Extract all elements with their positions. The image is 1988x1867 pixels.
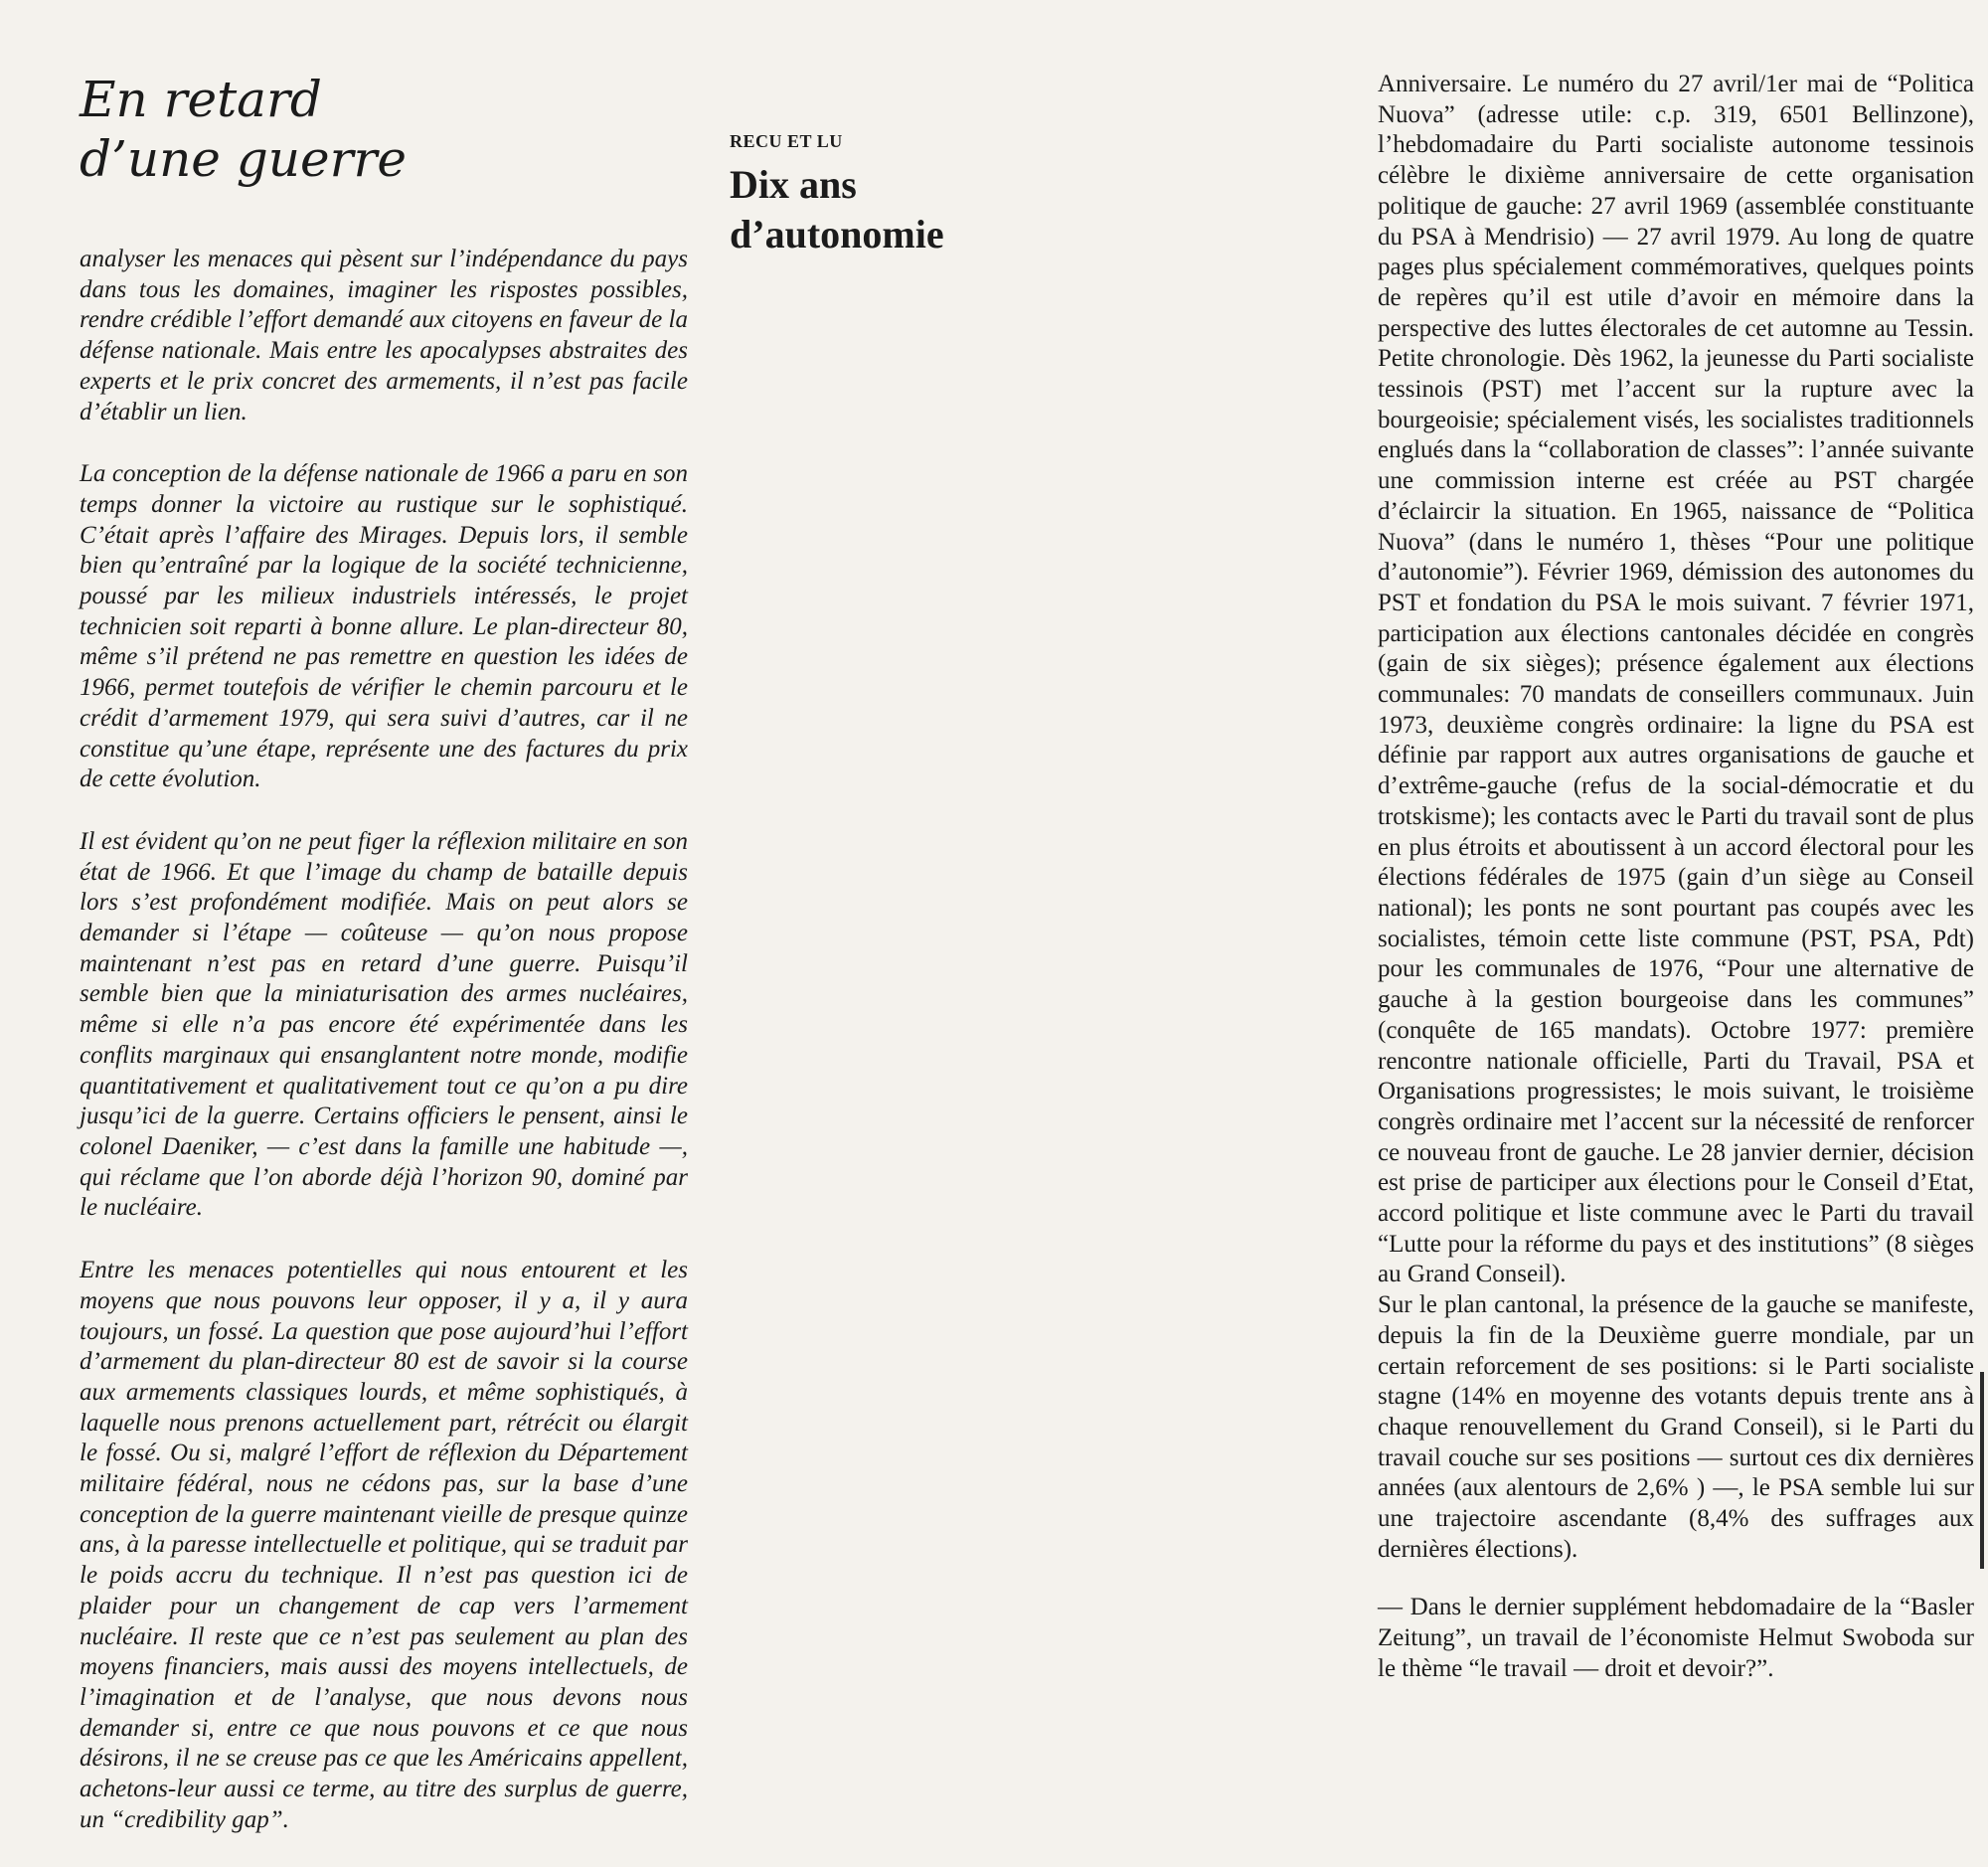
review-title-line-1: Dix ans	[730, 162, 857, 207]
article-title-line-1: En retard	[80, 71, 322, 128]
review-title	[730, 160, 1340, 259]
column-left	[80, 70, 688, 1867]
review-paragraph-3: — Dans le dernier supplément hebdomadaire de la “Basler Zeitung”, un travail de l’économiste Helmut Swoboda sur le thème “le travail — droit et devoir?”.	[1378, 1594, 1974, 1682]
article-paragraph-2: La conception de la défense nationale de 1966 a paru en son temps donner la victoire au rustique sur le sophistiqué. C’était après l’affaire des Mirages. Depuis lors, il semble bien qu’entraîné par la logique de la société technicienne, poussé par les milieux industriels intéressés, le projet technicien soit reparti à bonne allure. Le plan-directeur 80, même s’il prétend ne pas remettre en question les idées de 1966, permet toutefois de vérifier le chemin parcouru et le crédit d’armement 1979, qui sera suivi d’autres, car il ne constitue qu’une étape, représente une des factures du prix de cette évolution.	[80, 460, 688, 793]
article-paragraph-3: Il est évident qu’on ne peut figer la réflexion militaire en son état de 1966. Et que l’image du champ de bataille depuis lors s’est profondément modifiée. Mais on peut alors se demander si l’étape — coûteuse — qu’on nous propose maintenant n’est pas en retard d’une guerre. Puisqu’il semble bien que la miniaturisation des armes nucléaires, même si elle n’a pas encore été expérimentée dans les conflits marginaux qui ensanglantent notre monde, modifie quantitativement et qualitativement tout ce qu’on a pu dire jusqu’ici de la guerre. Certains officiers le pensent, ainsi le colonel Daeniker, — c’est dans la famille une habitude —, qui réclame que l’on aborde déjà l’horizon 90, dominé par le nucléaire.	[80, 827, 688, 1222]
review-paragraph-1: Anniversaire. Le numéro du 27 avril/1er mai de “Politica Nuova” (adresse utile: c.p. 319, 6501 Bellinzone), l’hebdomadaire du Parti socialiste autonome tessinois célèbre le dixième anniversaire de cette organisation politique de gauche: 27 avril 1969 (assemblée constituante du PSA à Mendrisio) — 27 avril 1979. Au long de quatre pages plus spécialement commémoratives, quelques points de repères qu’il est utile d’avoir en mémoire dans la perspective des luttes électorales de cet automne au Tessin. Petite chronologie. Dès 1962, la jeunesse du Parti socialiste tessinois (PST) met l’accent sur la rupture avec la bourgeoisie; spécialement visés, les socialistes traditionnels englués dans la “collaboration de classes”: l’année suivante une commission interne est créée au PST chargée d’éclaircir la situation. En 1965, naissance de “Politica Nuova” (dans le numéro 1, thèses “Pour une politique d’autonomie”). Février 1969, démission des autonomes du PST et fondation du PSA le mois suivant. 7 février 1971, participation aux élections cantonales décidée en congrès (gain de six sièges); présence également aux élections communales: 70 mandats de conseillers communaux. Juin 1973, deuxième congrès ordinaire: la ligne du PSA est définie par rapport aux autres organisations de gauche et d’extrême-gauche (refus de la social-démocratie et du trotskisme); les contacts avec le Parti du travail sont de plus en plus étroits et aboutissent à un accord électoral pour les élections fédérales de 1975 (gain d’un siège au Conseil national); les ponts ne sont pourtant pas coupés avec les socialistes, témoin cette liste commune (PST, PSA, Pdt) pour les communales de 1976, “Pour une alternative de gauche à la gestion bourgeoise dans les communes” (conquête de 165 mandats). Octobre 1977: première rencontre nationale officielle, Parti du Travail, PSA et Organisations progressistes; le mois suivant, le troisième congrès ordinaire met l’accent sur la nécessité de renforcer ce nouveau front de gauche. Le 28 janvier dernier, décision est prise de participer aux élections pour le Conseil d’Etat, accord politique et liste commune avec le Parti du travail “Lutte pour la réforme du pays et des institutions” (8 sièges au Grand Conseil).	[1378, 71, 1974, 1288]
review-paragraph-2: Sur le plan cantonal, la présence de la gauche se manifeste, depuis la fin de la Deuxième guerre mondiale, par un certain reforcement de ses positions: si le Parti socialiste stagne (14% en moyenne des votants depuis trente ans à chaque renouvellement du Grand Conseil), si le Parti du travail couche sur ses positions — surtout ces dix dernières années (aux alentours de 2,6% ) —, le PSA semble lui sur une trajectoire ascendante (8,4% des suffrages aux dernières élections).	[1378, 1291, 1974, 1563]
article-paragraph-1: analyser les menaces qui pèsent sur l’indépendance du pays dans tous les domaines, imaginer les rispostes possibles, rendre crédible l’effort demandé aux citoyens en faveur de la défense nationale. Mais entre les apocalypses abstraites des experts et le prix concret des armements, il n’est pas facile d’établir un lien.	[80, 246, 688, 425]
article-title-line-2: d’une guerre	[80, 130, 407, 188]
review-title-line-2: d’autonomie	[730, 212, 944, 256]
article-paragraph-4: Entre les menaces potentielles qui nous entourent et les moyens que nous pouvons leur opposer, il y a, il y aura toujours, un fossé. La question que pose aujourd’hui l’effort d’armement du plan-directeur 80 est de savoir si la course aux armements classiques lourds, et même sophistiqués, à laquelle nous prenons actuellement part, rétrécit ou élargit le fossé. Ou si, malgré l’effort de réflexion du Département militaire fédéral, nous ne cédons pas, sur la base d’une conception de la guerre maintenant vieille de presque quinze ans, à la paresse intellectuelle et politique, qui se traduit par le poids accru du technique. Il n’est pas question ici de plaider pour un changement de cap vers l’armement nucléaire. Il reste que ce n’est pas seulement au plan des moyens financiers, mais aussi des moyens intellectuels, de l’imagination et de l’analyse, que nous devons nous demander si, entre ce que nous pouvons et ce que nous désirons, il ne se creuse pas ce que les Américains appellent, achetons-leur aussi ce terme, au titre des surplus de guerre, un “credibility gap”.	[80, 1257, 688, 1833]
column-right	[1378, 70, 1974, 1685]
section-label: RECU ET LU	[730, 131, 843, 151]
page-edge-shadow	[1980, 1372, 1984, 1569]
column-middle	[730, 70, 1340, 273]
article-title	[80, 70, 688, 189]
